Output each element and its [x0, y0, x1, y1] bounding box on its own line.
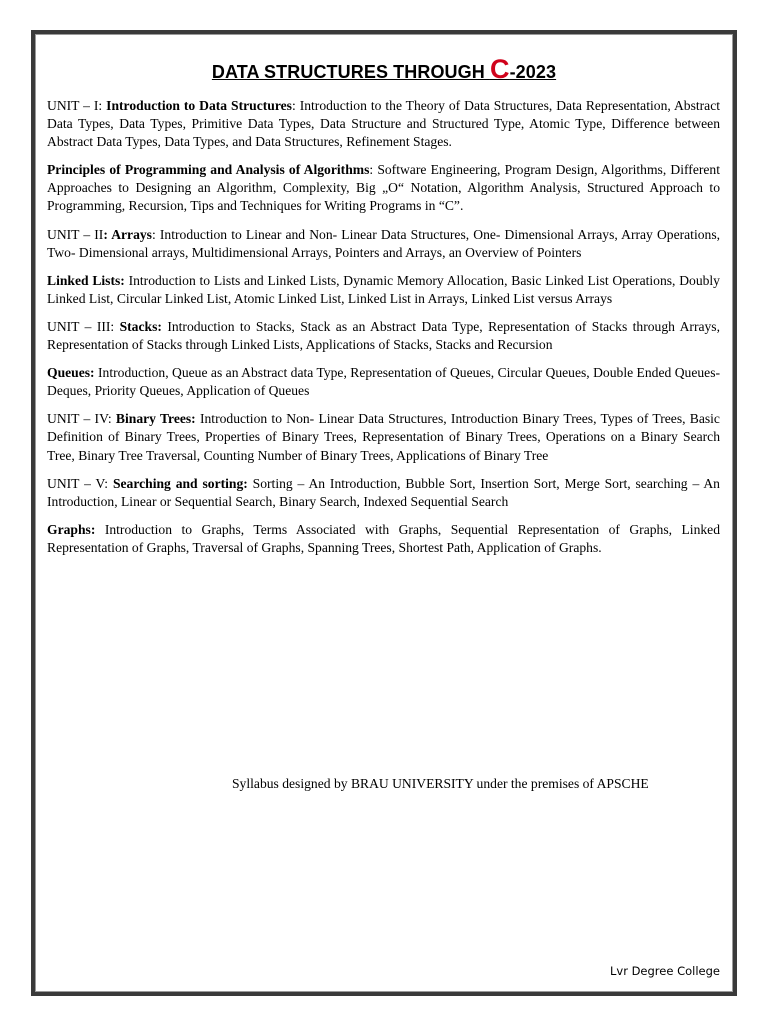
title-letter: C [489, 54, 510, 84]
section-body: Sorting – An Introduction, Bubble Sort, Insertion Sort, Merge Sort, searching – An Introduction, Linear or Sequential Search, Binary Search, Indexed Sequential Search [47, 475, 720, 509]
title-suffix: -2023 [509, 62, 557, 82]
unit-prefix: UNIT – IV: [47, 411, 116, 427]
section-body: Introduction to Graphs, Terms Associated with Graphs, Sequential Representation of Graphs, Linked Representation of Graphs, Traversal of Graphs, Spanning Trees, Shortest Path, Application of Graphs. [47, 521, 720, 555]
section-heading: Queues: [47, 365, 95, 381]
section-unit-5 [47, 475, 720, 511]
section-separator: : [369, 162, 378, 178]
document-title [0, 54, 768, 85]
section-principles [47, 161, 720, 215]
syllabus-content [47, 97, 720, 567]
section-unit-2 [47, 226, 720, 262]
section-separator: : [151, 226, 160, 242]
syllabus-footer-note: Syllabus designed by BRAU UNIVERSITY under the premises of APSCHE [232, 776, 649, 791]
unit-prefix: UNIT – III: [47, 318, 120, 334]
section-heading: Principles of Programming and Analysis of Algorithms [47, 162, 370, 178]
section-body: Software Engineering, Program Design, Algorithms, Different Approaches to Designing an Algorithm, Complexity, Big „O“ Notation, Algorithm Analysis, Structured Approach to Programming, Recursion, Tips and Techniques for Writing Programs in “C”. [47, 162, 720, 214]
title-prefix: DATA STRUCTURES THROUGH [211, 62, 490, 82]
section-heading: Stacks: [119, 318, 162, 334]
section-body: Introduction to Linear and Non- Linear Data Structures, One- Dimensional Arrays, Array Operations, Two- Dimensional arrays, Multidimensional Arrays, Pointers and Arrays, an Overview of Pointers [47, 226, 721, 260]
section-unit-4 [47, 410, 720, 464]
section-heading: Binary Trees: [115, 411, 196, 427]
unit-prefix: UNIT – II [47, 226, 104, 242]
section-unit-3 [47, 318, 720, 354]
section-body: Introduction, Queue as an Abstract data Type, Representation of Queues, Circular Queues, Double Ended Queues- Deques, Priority Queues, Application of Queues [47, 365, 721, 399]
section-body: Introduction to the Theory of Data Structures, Data Representation, Abstract Data Types, Data Types, Primitive Data Types, Data Structure and Structured Type, Atomic Type, Difference between Abstract Data Types, Data Types, and Data Structures, Refinement Stages. [47, 98, 721, 150]
section-heading: Searching and sorting: [112, 475, 248, 491]
section-linked-lists [47, 272, 720, 308]
section-body: Introduction to Stacks, Stack as an Abstract Data Type, Representation of Stacks through Arrays, Representation of Stacks through Linked Lists, Applications of Stacks, Stacks and Recursion [47, 318, 720, 353]
section-queues [47, 364, 720, 400]
section-separator [95, 522, 104, 537]
section-heading: Linked Lists: [47, 272, 125, 288]
section-heading: : Arrays [103, 226, 152, 242]
section-body: Introduction to Non- Linear Data Structures, Introduction Binary Trees, Types of Trees, Basic Definition of Binary Trees, Properties of Binary Trees, Representation of Binary Trees, Operations on a Binary Search Tree, Binary Tree Traversal, Counting Number of Binary Trees, Applications of Binary Tree [47, 411, 720, 463]
section-heading: Graphs: [47, 521, 96, 537]
unit-prefix: UNIT – V: [47, 475, 113, 491]
section-unit-1 [47, 97, 720, 151]
section-heading: Introduction to Data Structures [106, 98, 292, 113]
unit-prefix: UNIT – I: [47, 98, 107, 113]
section-separator: : [291, 98, 300, 113]
college-name: Lvr Degree College [609, 964, 720, 978]
section-graphs [47, 521, 720, 557]
section-body: Introduction to Lists and Linked Lists, Dynamic Memory Allocation, Basic Linked List Operations, Doubly Linked List, Circular Linked List, Atomic Linked List, Linked List in Arrays, Linked List versus Arrays [47, 272, 720, 306]
